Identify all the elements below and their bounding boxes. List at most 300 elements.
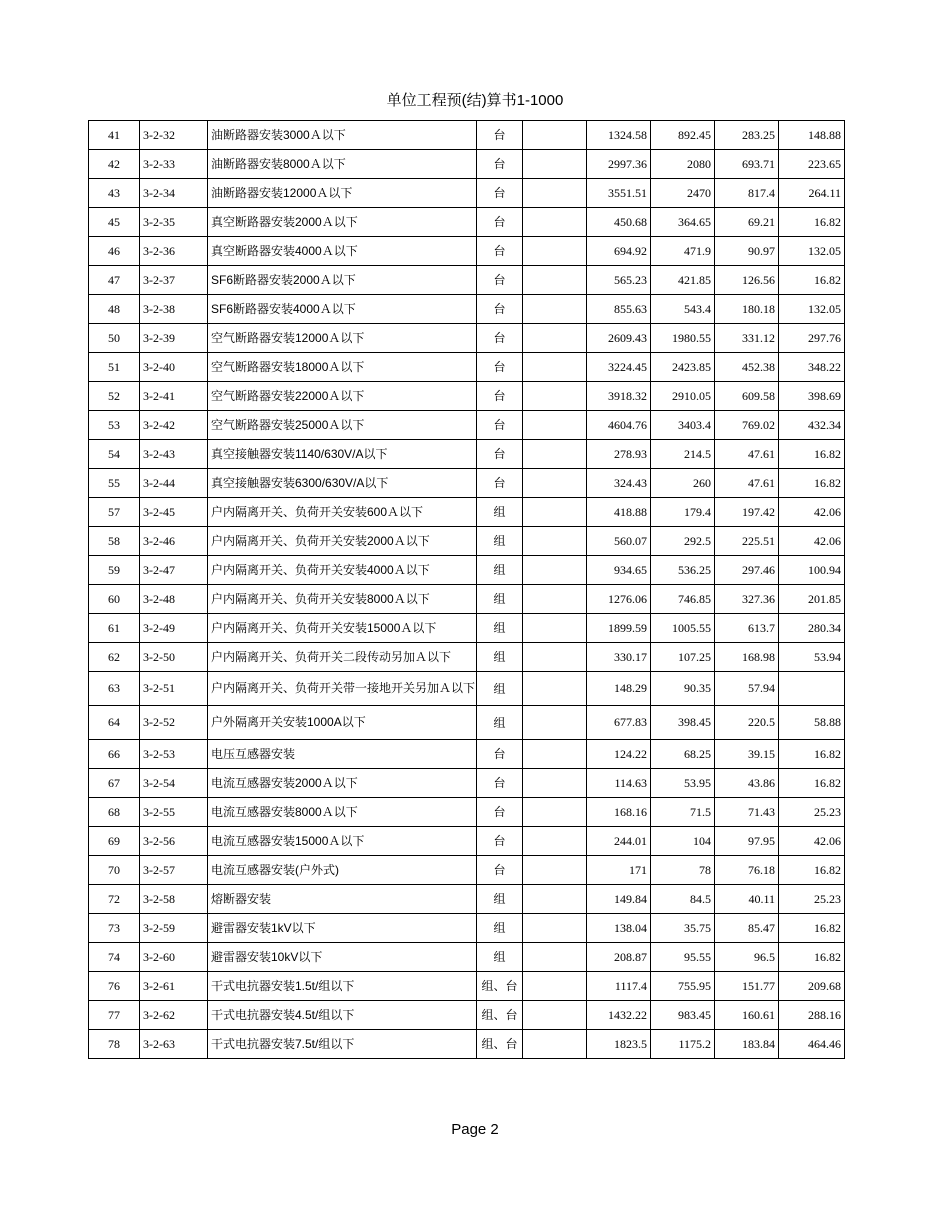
- row-labor-cell: 421.85: [651, 266, 715, 295]
- row-machine-cell: 132.05: [779, 295, 845, 324]
- row-code-cell: 3-2-32: [140, 121, 208, 150]
- row-total-cell: 418.88: [587, 498, 651, 527]
- row-unit-cell: 组: [477, 943, 523, 972]
- page-number: Page 2: [451, 1121, 499, 1138]
- row-material-cell: 693.71: [715, 150, 779, 179]
- row-seq-cell: 43: [89, 179, 140, 208]
- row-total-cell: 2609.43: [587, 324, 651, 353]
- row-seq-cell: 74: [89, 943, 140, 972]
- row-machine-cell: 16.82: [779, 914, 845, 943]
- table-row: [89, 1030, 845, 1059]
- row-seq-cell: 62: [89, 643, 140, 672]
- row-seq-cell: 68: [89, 798, 140, 827]
- table-row: [89, 295, 845, 324]
- row-material-cell: 90.97: [715, 237, 779, 266]
- row-unit-cell: 组: [477, 556, 523, 585]
- row-qty-cell: [523, 440, 587, 469]
- row-name-cell: 电流互感器安装2000Ａ以下: [208, 769, 477, 798]
- table-row: [89, 527, 845, 556]
- table-row: [89, 150, 845, 179]
- row-name-cell: 户内隔离开关、负荷开关带一接地开关另加Ａ以下: [208, 672, 477, 706]
- row-machine-cell: 432.34: [779, 411, 845, 440]
- row-name-cell: 空气断路器安装25000Ａ以下: [208, 411, 477, 440]
- row-qty-cell: [523, 556, 587, 585]
- table-row: [89, 121, 845, 150]
- table-row: [89, 798, 845, 827]
- row-code-cell: 3-2-60: [140, 943, 208, 972]
- row-name-cell: 户内隔离开关、负荷开关二段传动另加Ａ以下: [208, 643, 477, 672]
- row-code-cell: 3-2-48: [140, 585, 208, 614]
- row-total-cell: 149.84: [587, 885, 651, 914]
- row-code-cell: 3-2-35: [140, 208, 208, 237]
- row-code-cell: 3-2-45: [140, 498, 208, 527]
- row-machine-cell: 58.88: [779, 706, 845, 740]
- table-row: [89, 706, 845, 740]
- row-qty-cell: [523, 150, 587, 179]
- row-machine-cell: 16.82: [779, 856, 845, 885]
- row-total-cell: 171: [587, 856, 651, 885]
- row-seq-cell: 47: [89, 266, 140, 295]
- row-code-cell: 3-2-52: [140, 706, 208, 740]
- row-seq-cell: 67: [89, 769, 140, 798]
- row-unit-cell: 台: [477, 382, 523, 411]
- row-labor-cell: 95.55: [651, 943, 715, 972]
- row-name-cell: 油断路器安装3000Ａ以下: [208, 121, 477, 150]
- row-machine-cell: 16.82: [779, 469, 845, 498]
- row-total-cell: 3918.32: [587, 382, 651, 411]
- row-qty-cell: [523, 324, 587, 353]
- row-material-cell: 327.36: [715, 585, 779, 614]
- row-qty-cell: [523, 266, 587, 295]
- row-name-cell: 真空断路器安装4000Ａ以下: [208, 237, 477, 266]
- row-total-cell: 1899.59: [587, 614, 651, 643]
- row-labor-cell: 104: [651, 827, 715, 856]
- row-machine-cell: 264.11: [779, 179, 845, 208]
- row-qty-cell: [523, 585, 587, 614]
- row-unit-cell: 组: [477, 585, 523, 614]
- row-total-cell: 934.65: [587, 556, 651, 585]
- row-labor-cell: 90.35: [651, 672, 715, 706]
- row-qty-cell: [523, 972, 587, 1001]
- row-machine-cell: 464.46: [779, 1030, 845, 1059]
- row-code-cell: 3-2-58: [140, 885, 208, 914]
- row-qty-cell: [523, 179, 587, 208]
- table-row: [89, 469, 845, 498]
- row-material-cell: 197.42: [715, 498, 779, 527]
- row-total-cell: 560.07: [587, 527, 651, 556]
- row-material-cell: 47.61: [715, 440, 779, 469]
- table-row: [89, 672, 845, 706]
- row-seq-cell: 52: [89, 382, 140, 411]
- row-machine-cell: 280.34: [779, 614, 845, 643]
- row-machine-cell: 25.23: [779, 885, 845, 914]
- row-qty-cell: [523, 672, 587, 706]
- row-labor-cell: 78: [651, 856, 715, 885]
- row-seq-cell: 64: [89, 706, 140, 740]
- row-name-cell: 熔断器安装: [208, 885, 477, 914]
- row-material-cell: 220.5: [715, 706, 779, 740]
- row-seq-cell: 66: [89, 740, 140, 769]
- row-unit-cell: 台: [477, 237, 523, 266]
- row-labor-cell: 2080: [651, 150, 715, 179]
- row-labor-cell: 214.5: [651, 440, 715, 469]
- row-qty-cell: [523, 856, 587, 885]
- row-labor-cell: 983.45: [651, 1001, 715, 1030]
- table-row: [89, 556, 845, 585]
- row-name-cell: 电流互感器安装8000Ａ以下: [208, 798, 477, 827]
- row-material-cell: 39.15: [715, 740, 779, 769]
- row-material-cell: 283.25: [715, 121, 779, 150]
- table-row: [89, 643, 845, 672]
- row-total-cell: 124.22: [587, 740, 651, 769]
- row-seq-cell: 78: [89, 1030, 140, 1059]
- row-code-cell: 3-2-38: [140, 295, 208, 324]
- row-unit-cell: 组: [477, 672, 523, 706]
- row-seq-cell: 73: [89, 914, 140, 943]
- row-machine-cell: 16.82: [779, 943, 845, 972]
- row-machine-cell: 132.05: [779, 237, 845, 266]
- row-machine-cell: 16.82: [779, 208, 845, 237]
- row-unit-cell: 台: [477, 440, 523, 469]
- row-qty-cell: [523, 798, 587, 827]
- row-labor-cell: 2423.85: [651, 353, 715, 382]
- row-seq-cell: 70: [89, 856, 140, 885]
- row-material-cell: 180.18: [715, 295, 779, 324]
- row-code-cell: 3-2-55: [140, 798, 208, 827]
- row-qty-cell: [523, 740, 587, 769]
- row-seq-cell: 51: [89, 353, 140, 382]
- row-total-cell: 208.87: [587, 943, 651, 972]
- row-labor-cell: 364.65: [651, 208, 715, 237]
- row-total-cell: 1276.06: [587, 585, 651, 614]
- table-row: [89, 440, 845, 469]
- row-material-cell: 452.38: [715, 353, 779, 382]
- row-total-cell: 855.63: [587, 295, 651, 324]
- row-labor-cell: 892.45: [651, 121, 715, 150]
- row-seq-cell: 58: [89, 527, 140, 556]
- row-material-cell: 151.77: [715, 972, 779, 1001]
- row-name-cell: 电流互感器安装15000Ａ以下: [208, 827, 477, 856]
- row-qty-cell: [523, 121, 587, 150]
- row-code-cell: 3-2-53: [140, 740, 208, 769]
- table-row: [89, 324, 845, 353]
- row-seq-cell: 50: [89, 324, 140, 353]
- row-labor-cell: 2910.05: [651, 382, 715, 411]
- row-material-cell: 817.4: [715, 179, 779, 208]
- row-seq-cell: 55: [89, 469, 140, 498]
- row-unit-cell: 台: [477, 469, 523, 498]
- row-labor-cell: 398.45: [651, 706, 715, 740]
- row-unit-cell: 组: [477, 614, 523, 643]
- row-labor-cell: 3403.4: [651, 411, 715, 440]
- row-name-cell: 真空接触器安装1140/630V/A以下: [208, 440, 477, 469]
- row-qty-cell: [523, 382, 587, 411]
- row-qty-cell: [523, 1001, 587, 1030]
- row-unit-cell: 台: [477, 266, 523, 295]
- row-material-cell: 76.18: [715, 856, 779, 885]
- row-seq-cell: 48: [89, 295, 140, 324]
- table-row: [89, 614, 845, 643]
- row-total-cell: 168.16: [587, 798, 651, 827]
- row-name-cell: 空气断路器安装22000Ａ以下: [208, 382, 477, 411]
- row-labor-cell: 746.85: [651, 585, 715, 614]
- table-row: [89, 1001, 845, 1030]
- row-qty-cell: [523, 827, 587, 856]
- row-labor-cell: 755.95: [651, 972, 715, 1001]
- row-unit-cell: 台: [477, 208, 523, 237]
- row-material-cell: 609.58: [715, 382, 779, 411]
- row-name-cell: 干式电抗器安装1.5t/组以下: [208, 972, 477, 1001]
- row-name-cell: 干式电抗器安装4.5t/组以下: [208, 1001, 477, 1030]
- row-code-cell: 3-2-37: [140, 266, 208, 295]
- row-name-cell: 空气断路器安装12000Ａ以下: [208, 324, 477, 353]
- table-row: [89, 208, 845, 237]
- row-code-cell: 3-2-51: [140, 672, 208, 706]
- row-seq-cell: 59: [89, 556, 140, 585]
- row-machine-cell: 201.85: [779, 585, 845, 614]
- row-total-cell: 2997.36: [587, 150, 651, 179]
- row-unit-cell: 组: [477, 498, 523, 527]
- row-total-cell: 244.01: [587, 827, 651, 856]
- row-code-cell: 3-2-50: [140, 643, 208, 672]
- row-name-cell: 油断路器安装12000Ａ以下: [208, 179, 477, 208]
- row-name-cell: 干式电抗器安装7.5t/组以下: [208, 1030, 477, 1059]
- table-row: [89, 353, 845, 382]
- table-row: [89, 740, 845, 769]
- row-code-cell: 3-2-49: [140, 614, 208, 643]
- row-material-cell: 40.11: [715, 885, 779, 914]
- row-material-cell: 69.21: [715, 208, 779, 237]
- row-material-cell: 225.51: [715, 527, 779, 556]
- table-row: [89, 943, 845, 972]
- row-unit-cell: 台: [477, 740, 523, 769]
- row-seq-cell: 42: [89, 150, 140, 179]
- table-row: [89, 498, 845, 527]
- row-labor-cell: 1175.2: [651, 1030, 715, 1059]
- row-machine-cell: 53.94: [779, 643, 845, 672]
- row-machine-cell: 25.23: [779, 798, 845, 827]
- row-total-cell: 677.83: [587, 706, 651, 740]
- table-body: [89, 121, 845, 1059]
- table-row: [89, 856, 845, 885]
- row-name-cell: 户内隔离开关、负荷开关安装8000Ａ以下: [208, 585, 477, 614]
- row-name-cell: 户内隔离开关、负荷开关安装15000Ａ以下: [208, 614, 477, 643]
- row-machine-cell: 16.82: [779, 740, 845, 769]
- row-seq-cell: 60: [89, 585, 140, 614]
- row-unit-cell: 组: [477, 885, 523, 914]
- row-total-cell: 138.04: [587, 914, 651, 943]
- row-qty-cell: [523, 237, 587, 266]
- row-unit-cell: 台: [477, 856, 523, 885]
- row-total-cell: 450.68: [587, 208, 651, 237]
- row-total-cell: 1432.22: [587, 1001, 651, 1030]
- row-total-cell: 1117.4: [587, 972, 651, 1001]
- row-name-cell: 户内隔离开关、负荷开关安装2000Ａ以下: [208, 527, 477, 556]
- row-material-cell: 331.12: [715, 324, 779, 353]
- row-material-cell: 297.46: [715, 556, 779, 585]
- row-material-cell: 183.84: [715, 1030, 779, 1059]
- row-code-cell: 3-2-56: [140, 827, 208, 856]
- table-row: [89, 972, 845, 1001]
- row-seq-cell: 61: [89, 614, 140, 643]
- row-unit-cell: 台: [477, 827, 523, 856]
- row-code-cell: 3-2-61: [140, 972, 208, 1001]
- row-total-cell: 1823.5: [587, 1030, 651, 1059]
- row-seq-cell: 76: [89, 972, 140, 1001]
- row-name-cell: 电压互感器安装: [208, 740, 477, 769]
- row-machine-cell: 16.82: [779, 769, 845, 798]
- row-total-cell: 330.17: [587, 643, 651, 672]
- row-unit-cell: 台: [477, 295, 523, 324]
- row-qty-cell: [523, 208, 587, 237]
- row-code-cell: 3-2-46: [140, 527, 208, 556]
- row-code-cell: 3-2-42: [140, 411, 208, 440]
- row-seq-cell: 63: [89, 672, 140, 706]
- row-total-cell: 4604.76: [587, 411, 651, 440]
- row-unit-cell: 组、台: [477, 972, 523, 1001]
- row-machine-cell: 16.82: [779, 266, 845, 295]
- row-machine-cell: 42.06: [779, 527, 845, 556]
- row-seq-cell: 54: [89, 440, 140, 469]
- row-unit-cell: 台: [477, 324, 523, 353]
- row-code-cell: 3-2-57: [140, 856, 208, 885]
- row-qty-cell: [523, 706, 587, 740]
- row-labor-cell: 536.25: [651, 556, 715, 585]
- row-seq-cell: 53: [89, 411, 140, 440]
- row-seq-cell: 69: [89, 827, 140, 856]
- table-row: [89, 411, 845, 440]
- row-machine-cell: 42.06: [779, 827, 845, 856]
- row-code-cell: 3-2-47: [140, 556, 208, 585]
- row-name-cell: 户内隔离开关、负荷开关安装4000Ａ以下: [208, 556, 477, 585]
- row-qty-cell: [523, 643, 587, 672]
- table-row: [89, 179, 845, 208]
- row-qty-cell: [523, 411, 587, 440]
- row-code-cell: 3-2-41: [140, 382, 208, 411]
- row-qty-cell: [523, 469, 587, 498]
- row-machine-cell: 223.65: [779, 150, 845, 179]
- row-qty-cell: [523, 353, 587, 382]
- row-unit-cell: 台: [477, 150, 523, 179]
- row-unit-cell: 台: [477, 798, 523, 827]
- row-labor-cell: 53.95: [651, 769, 715, 798]
- row-code-cell: 3-2-43: [140, 440, 208, 469]
- row-unit-cell: 台: [477, 179, 523, 208]
- table-row: [89, 827, 845, 856]
- row-machine-cell: 348.22: [779, 353, 845, 382]
- row-name-cell: 真空接触器安装6300/630V/A以下: [208, 469, 477, 498]
- row-qty-cell: [523, 1030, 587, 1059]
- row-material-cell: 96.5: [715, 943, 779, 972]
- row-name-cell: 电流互感器安装(户外式): [208, 856, 477, 885]
- row-labor-cell: 1980.55: [651, 324, 715, 353]
- row-code-cell: 3-2-44: [140, 469, 208, 498]
- row-labor-cell: 543.4: [651, 295, 715, 324]
- row-total-cell: 694.92: [587, 237, 651, 266]
- row-material-cell: 47.61: [715, 469, 779, 498]
- table-row: [89, 585, 845, 614]
- row-material-cell: 57.94: [715, 672, 779, 706]
- row-total-cell: 148.29: [587, 672, 651, 706]
- row-code-cell: 3-2-62: [140, 1001, 208, 1030]
- row-labor-cell: 68.25: [651, 740, 715, 769]
- row-labor-cell: 35.75: [651, 914, 715, 943]
- row-name-cell: 油断路器安装8000Ａ以下: [208, 150, 477, 179]
- row-qty-cell: [523, 614, 587, 643]
- row-unit-cell: 组: [477, 914, 523, 943]
- row-code-cell: 3-2-36: [140, 237, 208, 266]
- table-row: [89, 382, 845, 411]
- row-labor-cell: 1005.55: [651, 614, 715, 643]
- row-total-cell: 3551.51: [587, 179, 651, 208]
- row-total-cell: 324.43: [587, 469, 651, 498]
- row-labor-cell: 260: [651, 469, 715, 498]
- row-machine-cell: 288.16: [779, 1001, 845, 1030]
- row-unit-cell: 组: [477, 527, 523, 556]
- estimate-table: [88, 120, 845, 1059]
- row-total-cell: 114.63: [587, 769, 651, 798]
- row-seq-cell: 46: [89, 237, 140, 266]
- row-material-cell: 769.02: [715, 411, 779, 440]
- row-labor-cell: 107.25: [651, 643, 715, 672]
- row-code-cell: 3-2-34: [140, 179, 208, 208]
- row-material-cell: 613.7: [715, 614, 779, 643]
- row-labor-cell: 2470: [651, 179, 715, 208]
- row-material-cell: 160.61: [715, 1001, 779, 1030]
- row-name-cell: 空气断路器安装18000Ａ以下: [208, 353, 477, 382]
- row-machine-cell: 42.06: [779, 498, 845, 527]
- row-name-cell: SF6断路器安装2000Ａ以下: [208, 266, 477, 295]
- row-unit-cell: 组: [477, 643, 523, 672]
- row-seq-cell: 45: [89, 208, 140, 237]
- row-qty-cell: [523, 914, 587, 943]
- row-machine-cell: 100.94: [779, 556, 845, 585]
- row-machine-cell: 209.68: [779, 972, 845, 1001]
- row-code-cell: 3-2-59: [140, 914, 208, 943]
- row-unit-cell: 台: [477, 769, 523, 798]
- row-seq-cell: 77: [89, 1001, 140, 1030]
- row-labor-cell: 292.5: [651, 527, 715, 556]
- row-total-cell: 1324.58: [587, 121, 651, 150]
- row-qty-cell: [523, 769, 587, 798]
- row-code-cell: 3-2-63: [140, 1030, 208, 1059]
- row-total-cell: 565.23: [587, 266, 651, 295]
- row-qty-cell: [523, 527, 587, 556]
- row-code-cell: 3-2-40: [140, 353, 208, 382]
- row-machine-cell: 16.82: [779, 440, 845, 469]
- row-unit-cell: 台: [477, 121, 523, 150]
- row-name-cell: 户外隔离开关安装1000A以下: [208, 706, 477, 740]
- row-qty-cell: [523, 885, 587, 914]
- row-code-cell: 3-2-33: [140, 150, 208, 179]
- row-total-cell: 3224.45: [587, 353, 651, 382]
- row-total-cell: 278.93: [587, 440, 651, 469]
- row-qty-cell: [523, 295, 587, 324]
- table-row: [89, 885, 845, 914]
- row-material-cell: 43.86: [715, 769, 779, 798]
- table-row: [89, 769, 845, 798]
- row-machine-cell: 398.69: [779, 382, 845, 411]
- row-name-cell: 户内隔离开关、负荷开关安装600Ａ以下: [208, 498, 477, 527]
- row-unit-cell: 组: [477, 706, 523, 740]
- row-material-cell: 126.56: [715, 266, 779, 295]
- row-machine-cell: 148.88: [779, 121, 845, 150]
- row-unit-cell: 组、台: [477, 1001, 523, 1030]
- row-qty-cell: [523, 943, 587, 972]
- row-unit-cell: 台: [477, 353, 523, 382]
- row-machine-cell: [779, 672, 845, 706]
- row-material-cell: 97.95: [715, 827, 779, 856]
